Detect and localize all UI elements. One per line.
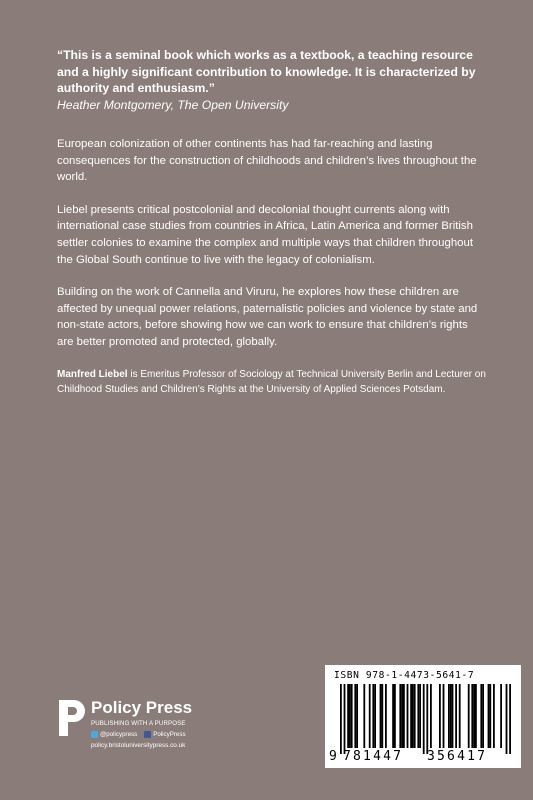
barcode-bar bbox=[450, 684, 452, 748]
barcode-bar bbox=[392, 684, 394, 748]
barcode-bar bbox=[385, 684, 387, 748]
quote-text: “This is a seminal book which works as a textbook, a teaching resource and a highly significant contribution to knowledge. It is characterized by authority and enthusiasm.” bbox=[57, 48, 476, 95]
publisher-url: policy.bristoluniversitypress.co.uk bbox=[91, 742, 186, 749]
author-bio-text: is Emeritus Professor of Sociology at Technical University Berlin and Lecturer on Childhood Studies and Children’s Rights at the University of Applied Sciences Potsdam. bbox=[57, 368, 486, 396]
barcode-bar bbox=[509, 684, 511, 754]
barcode-bar bbox=[459, 684, 461, 748]
barcode-bar bbox=[399, 684, 401, 748]
barcode-bar bbox=[380, 684, 382, 748]
barcode-bar bbox=[455, 684, 457, 748]
barcode-bar bbox=[480, 684, 482, 748]
barcode-left-group: 781447 bbox=[343, 749, 404, 764]
policy-press-logo-icon bbox=[57, 698, 87, 738]
barcode-bar bbox=[475, 684, 477, 748]
barcode-bar bbox=[354, 684, 356, 748]
barcode-bar bbox=[443, 684, 445, 748]
barcode-bar bbox=[369, 684, 371, 748]
barcode-bar bbox=[419, 684, 421, 748]
barcode-bar bbox=[452, 684, 454, 748]
barcode-bar bbox=[417, 684, 419, 748]
barcode-bar bbox=[403, 684, 405, 748]
isbn-barcode bbox=[325, 665, 521, 768]
barcode-bar bbox=[506, 684, 508, 754]
barcode-first-digit: 9 bbox=[329, 749, 340, 764]
barcode-bar bbox=[473, 684, 475, 748]
blurb-paragraph-2: Liebel presents critical postcolonial and decolonial thought currents along with international case studies from countries in Africa, Latin America and former British settler colonies to examine the complex and multiple ways that children throughout the Global South continue to live with the legacy of colonialism. bbox=[57, 203, 473, 266]
blurb bbox=[57, 136, 487, 414]
barcode-bar bbox=[430, 684, 432, 748]
barcode-bar bbox=[372, 684, 374, 748]
barcode-bar bbox=[407, 684, 409, 748]
publisher-tagline: PUBLISHING WITH A PURPOSE bbox=[91, 720, 186, 727]
barcode-bar bbox=[410, 684, 412, 748]
publisher-block bbox=[57, 698, 257, 773]
barcode-bar bbox=[363, 684, 365, 748]
barcode-bar bbox=[374, 684, 376, 748]
facebook-handle: PolicyPress bbox=[153, 731, 186, 738]
barcode-bar bbox=[394, 684, 396, 748]
blurb-paragraph-1: European colonization of other continents has had far-reaching and lasting consequences for the construction of childhoods and children’s lives throughout the world. bbox=[57, 138, 477, 184]
blurb-paragraph-3: Building on the work of Cannella and Viruru, he explores how these children are affected by unequal power relations, paternalistic policies and violence by state and non-state actors, before showing how we can work to ensure that children’s rights are better promoted and protected, globally. bbox=[57, 286, 478, 348]
isbn-label: ISBN 978-1-4473-5641-7 bbox=[334, 670, 475, 681]
barcode-right-group: 356417 bbox=[427, 749, 488, 764]
barcode-bar bbox=[448, 684, 450, 748]
barcode-bar bbox=[426, 684, 428, 754]
endorsement-quote bbox=[57, 47, 497, 113]
barcode-bar bbox=[401, 684, 403, 748]
twitter-icon bbox=[91, 731, 98, 738]
barcode-bar bbox=[414, 684, 416, 748]
barcode-bar bbox=[468, 684, 470, 748]
barcode-bar bbox=[381, 684, 383, 748]
author-bio bbox=[57, 367, 487, 399]
facebook-icon bbox=[144, 731, 151, 738]
barcode-bar bbox=[344, 684, 346, 754]
twitter-handle: @policypress bbox=[100, 731, 138, 738]
barcode-bar bbox=[482, 684, 484, 748]
barcode-bar bbox=[347, 684, 349, 748]
quote-attribution: Heather Montgomery, The Open University bbox=[57, 97, 289, 112]
barcode-bar bbox=[423, 684, 425, 754]
barcode-bar bbox=[340, 684, 342, 754]
author-name: Manfred Liebel bbox=[57, 368, 128, 380]
barcode-bar bbox=[489, 684, 491, 748]
barcode-bar bbox=[356, 684, 358, 748]
barcode-bar bbox=[500, 684, 502, 748]
publisher-social bbox=[91, 731, 193, 738]
barcode-bar bbox=[471, 684, 473, 748]
barcode-bar bbox=[349, 684, 351, 748]
publisher-name: Policy Press bbox=[91, 698, 193, 717]
barcode-bar bbox=[493, 684, 495, 748]
barcode-bar bbox=[351, 684, 353, 748]
barcode-bar bbox=[488, 684, 490, 748]
barcode-bar bbox=[412, 684, 414, 748]
barcode-bar bbox=[439, 684, 441, 748]
